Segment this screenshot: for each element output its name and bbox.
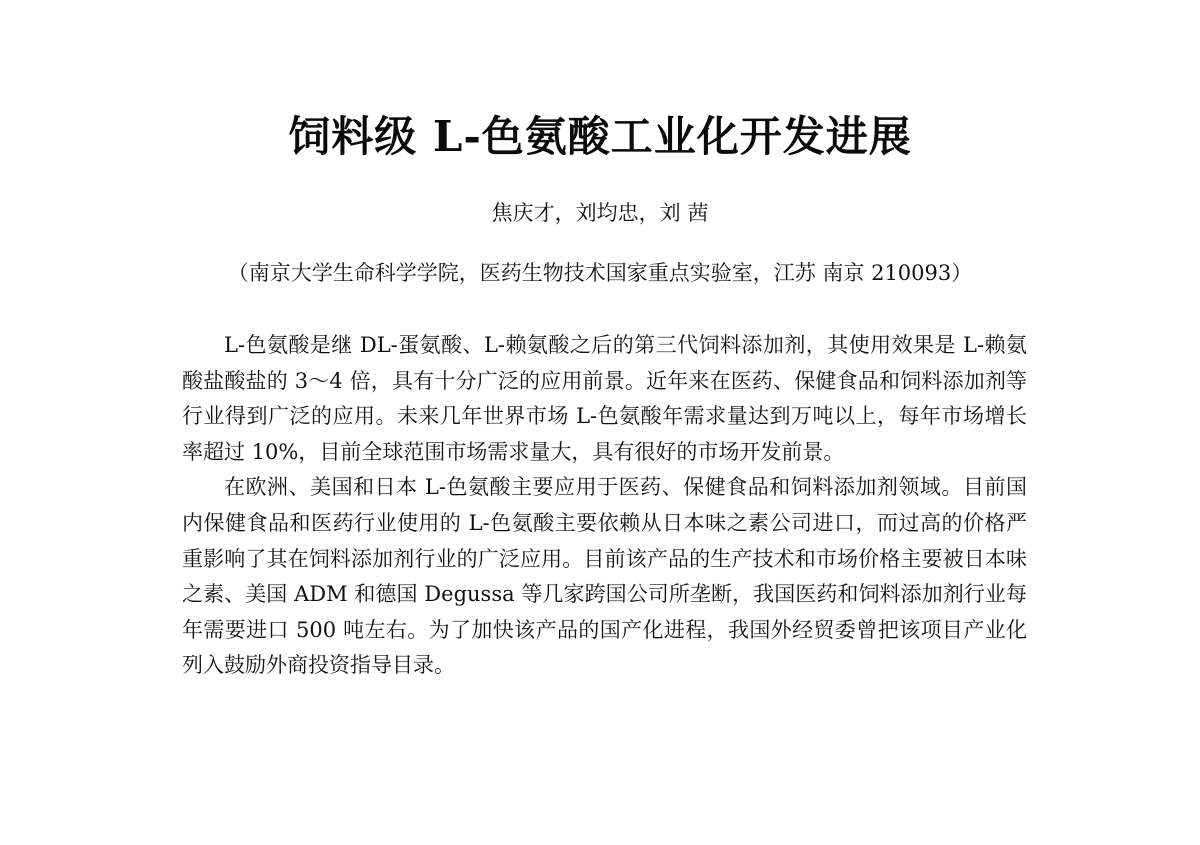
author-list: 焦庆才，刘均忠，刘 茜	[491, 201, 709, 225]
body-text	[182, 328, 1027, 684]
paper-title: 饲料级 L-色氨酸工业化开发进展	[288, 112, 912, 161]
body-paragraph: L-色氨酸是继 DL-蛋氨酸、L-赖氨酸之后的第三代饲料添加剂，其使用效果是 L-赖氨酸盐酸盐的 3～4 倍，具有十分广泛的应用前景。近年来在医药、保健食品和饲料添加剂等行业得到广泛的应用。未来几年世界市场 L-色氨酸年需求量达到万吨以上，每年市场增长率超过 10%，目前全球范围市场需求量大，具有很好的市场开发前景。	[182, 333, 1027, 464]
body-paragraph: 在欧洲、美国和日本 L-色氨酸主要应用于医药、保健食品和饲料添加剂领域。目前国内保健食品和医药行业使用的 L-色氨酸主要依赖从日本味之素公司进口，而过高的价格严重影响了其在饲料添加剂行业的广泛应用。目前该产品的生产技术和市场价格主要被日本味之素、美国 ADM 和德国 Degussa 等几家跨国公司所垄断，我国医药和饲料添加剂行业每年需要进口 500 吨左右。为了加快该产品的国产化进程，我国外经贸委曾把该项目产业化列入鼓励外商投资指导目录。	[182, 475, 1027, 678]
affiliation: （南京大学生命科学学院，医药生物技术国家重点实验室，江苏 南京 210093）	[227, 261, 973, 285]
